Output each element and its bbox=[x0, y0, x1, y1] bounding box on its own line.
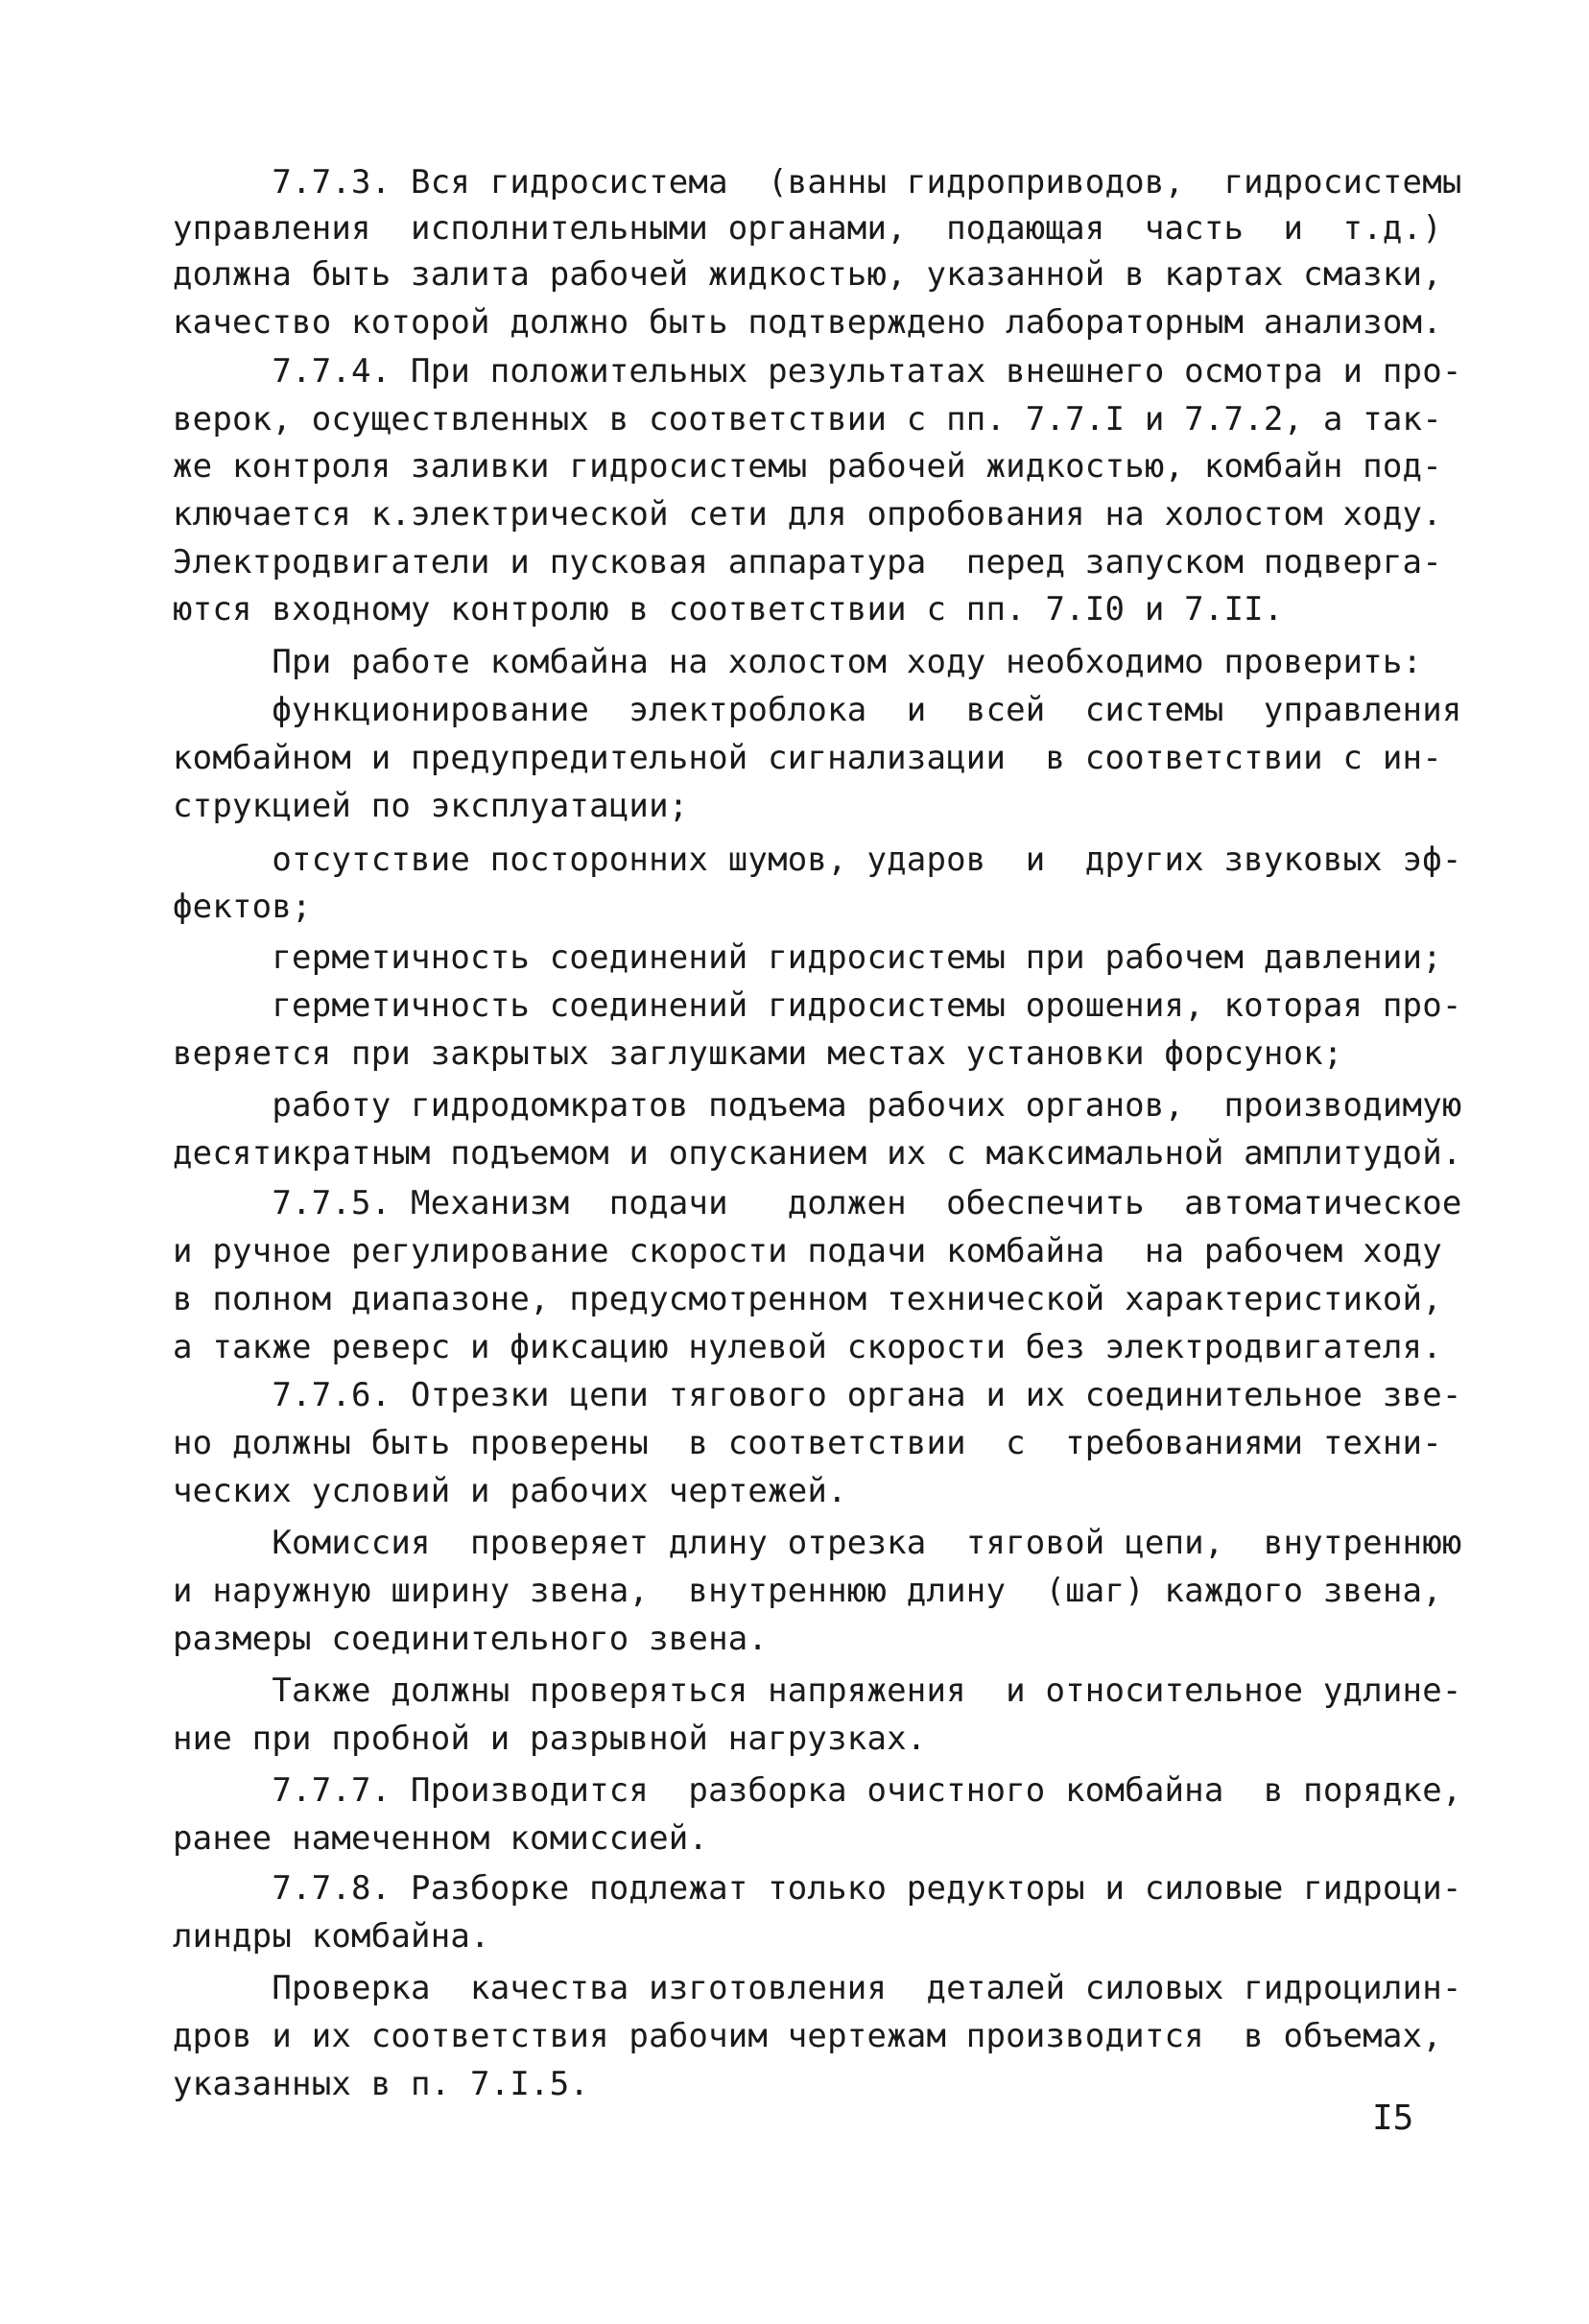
text-line: 7.7.8. Разборке подлежат только редукторы и силовые гидроци- bbox=[173, 1869, 1462, 1908]
text-line: ются входному контролю в соответствии с пп. 7.I0 и 7.II. bbox=[173, 590, 1284, 628]
text-line: качество которой должно быть подтверждено лабораторным анализом. bbox=[173, 303, 1442, 342]
text-line: Проверка качества изготовления деталей силовых гидроцилин- bbox=[173, 1969, 1462, 2007]
text-line: и ручное регулирование скорости подачи комбайна на рабочем ходу bbox=[173, 1232, 1442, 1270]
text-line: ние при пробной и разрывной нагрузках. bbox=[173, 1719, 927, 1758]
text-line: а также реверс и фиксацию нулевой скорости без электродвигателя. bbox=[173, 1328, 1442, 1366]
text-line: 7.7.4. При положительных результатах внешнего осмотра и про- bbox=[173, 352, 1462, 391]
text-line: отсутствие посторонних шумов, ударов и других звуковых эф- bbox=[173, 841, 1462, 879]
text-line: веряется при закрытых заглушками местах установки форсунок; bbox=[173, 1034, 1343, 1073]
text-line: ческих условий и рабочих чертежей. bbox=[173, 1472, 847, 1510]
text-line: 7.7.7. Производится разборка очистного комбайна в порядке, bbox=[173, 1771, 1462, 1810]
text-line: же контроля заливки гидросистемы рабочей жидкостью, комбайн под- bbox=[173, 447, 1442, 486]
text-line: указанных в п. 7.I.5. bbox=[173, 2065, 590, 2103]
text-line: верок, осуществленных в соответствии с пп. 7.7.I и 7.7.2, а так- bbox=[173, 400, 1442, 439]
text-line: ранее намеченном комиссией. bbox=[173, 1819, 709, 1858]
text-line: дров и их соответствия рабочим чертежам производится в объемах, bbox=[173, 2017, 1442, 2055]
text-line: Комиссия проверяет длину отрезка тяговой цепи, внутреннюю bbox=[173, 1524, 1462, 1562]
text-line: 7.7.6. Отрезки цепи тягового органа и их соединительное зве- bbox=[173, 1376, 1462, 1414]
text-line: Также должны проверяться напряжения и относительное удлине- bbox=[173, 1672, 1462, 1710]
text-line: и наружную ширину звена, внутреннюю длину (шаг) каждого звена, bbox=[173, 1572, 1442, 1610]
text-line: фектов; bbox=[173, 888, 312, 926]
text-line: в полном диапазоне, предусмотренном технической характеристикой, bbox=[173, 1280, 1442, 1318]
text-line: 7.7.5. Механизм подачи должен обеспечить автоматическое bbox=[173, 1184, 1462, 1222]
text-line: но должны быть проверены в соответствии с требованиями техни- bbox=[173, 1424, 1442, 1462]
text-line: работу гидродомкратов подъема рабочих органов, производимую bbox=[173, 1086, 1462, 1125]
text-line: линдры комбайна. bbox=[173, 1917, 490, 1956]
text-line: герметичность соединений гидросистемы орошения, которая про- bbox=[173, 986, 1462, 1025]
text-line: десятикратным подъемом и опусканием их с максимальной амплитудой. bbox=[173, 1134, 1462, 1173]
page-number: I5 bbox=[1372, 2099, 1414, 2138]
text-line: управления исполнительными органами, подающая часть и т.д.) bbox=[173, 209, 1442, 248]
text-line: 7.7.3. Вся гидросистема (ванны гидроприводов, гидросистемы bbox=[173, 163, 1462, 202]
text-line: При работе комбайна на холостом ходу необходимо проверить: bbox=[173, 643, 1423, 681]
text-line: струкцией по эксплуатации; bbox=[173, 787, 689, 825]
text-line: должна быть залита рабочей жидкостью, указанной в картах смазки, bbox=[173, 255, 1442, 294]
text-line: функционирование электроблока и всей системы управления bbox=[173, 691, 1462, 729]
text-line: Электродвигатели и пусковая аппаратура перед запуском подверга- bbox=[173, 543, 1442, 581]
text-line: герметичность соединений гидросистемы при рабочем давлении; bbox=[173, 938, 1442, 977]
text-line: размеры соединительного звена. bbox=[173, 1620, 769, 1658]
text-line: ключается к.электрической сети для опробования на холостом ходу. bbox=[173, 495, 1442, 534]
text-line: комбайном и предупредительной сигнализации в соответствии с ин- bbox=[173, 739, 1442, 777]
